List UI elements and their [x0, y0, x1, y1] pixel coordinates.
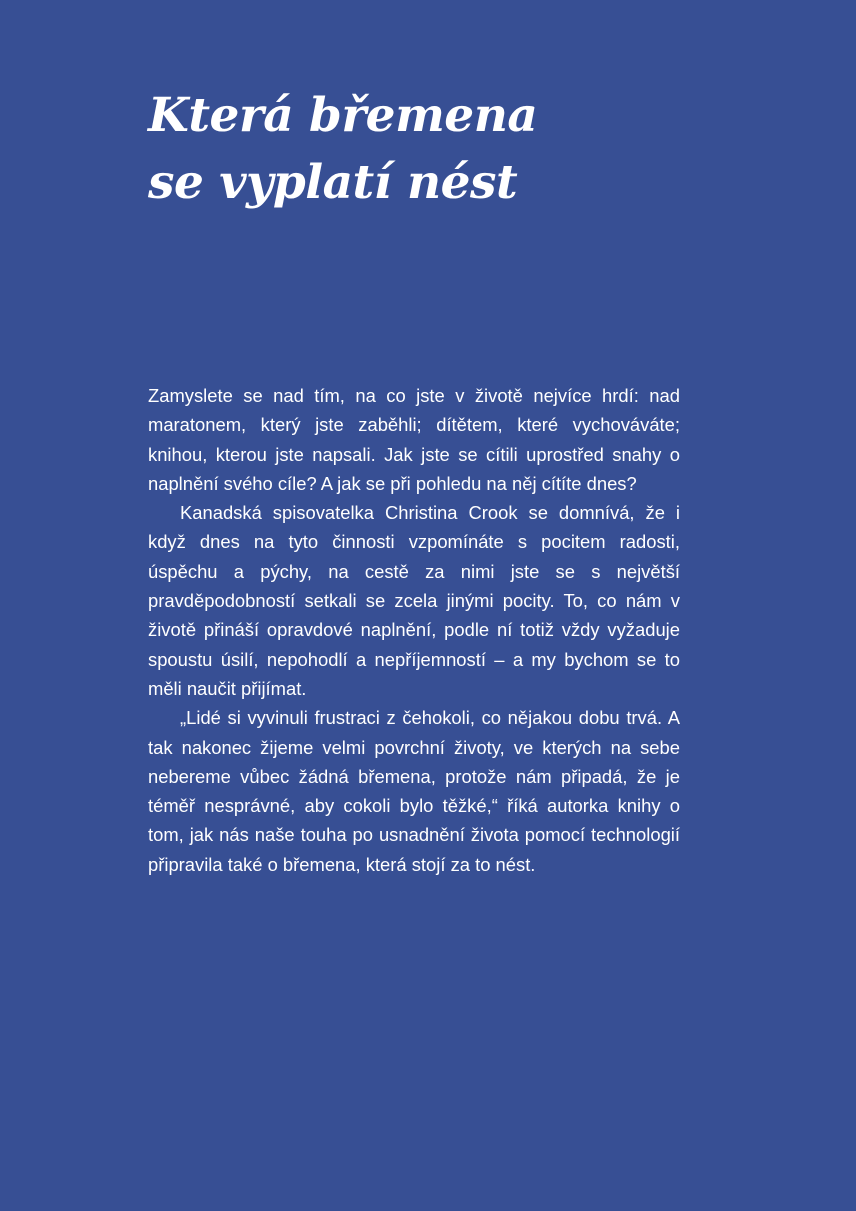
article-title-line-2: se vyplatí nést [148, 155, 518, 210]
article-title [148, 82, 708, 216]
article-title-line-1: Která břemena [148, 88, 538, 143]
body-paragraph-2: Kanadská spisovatelka Christina Crook se domnívá, že i když dnes na tyto činnosti vzpomínáte s pocitem radosti, úspěchu a pýchy, na cestě za nimi jste se s největší pravděpodobností setkali se zcela jinými pocity. To, co nám v životě přináší opravdové naplnění, podle ní totiž vždy vyžaduje spoustu úsilí, nepohodlí a nepříjemností – a my bychom se to měli naučit přijímat. [148, 502, 680, 699]
article-body [148, 381, 680, 879]
body-paragraph-3: „Lidé si vyvinuli frustraci z čehokoli, co nějakou dobu trvá. A tak nakonec žijeme velmi povrchní životy, ve kterých na sebe nebereme vůbec žádná břemena, protože nám připadá, že je téměř nesprávné, aby cokoli bylo těžké,“ říká autorka knihy o tom, jak nás naše touha po usnadnění života pomocí technologií připravila také o břemena, která stojí za to nést. [148, 707, 680, 875]
body-paragraph-1: Zamyslete se nad tím, na co jste v životě nejvíce hrdí: nad maratonem, který jste zaběhli; dítětem, které vychováváte; knihou, kterou jste napsali. Jak jste se cítili uprostřed snahy o naplnění svého cíle? A jak se při pohledu na něj cítíte dnes? [148, 385, 680, 494]
